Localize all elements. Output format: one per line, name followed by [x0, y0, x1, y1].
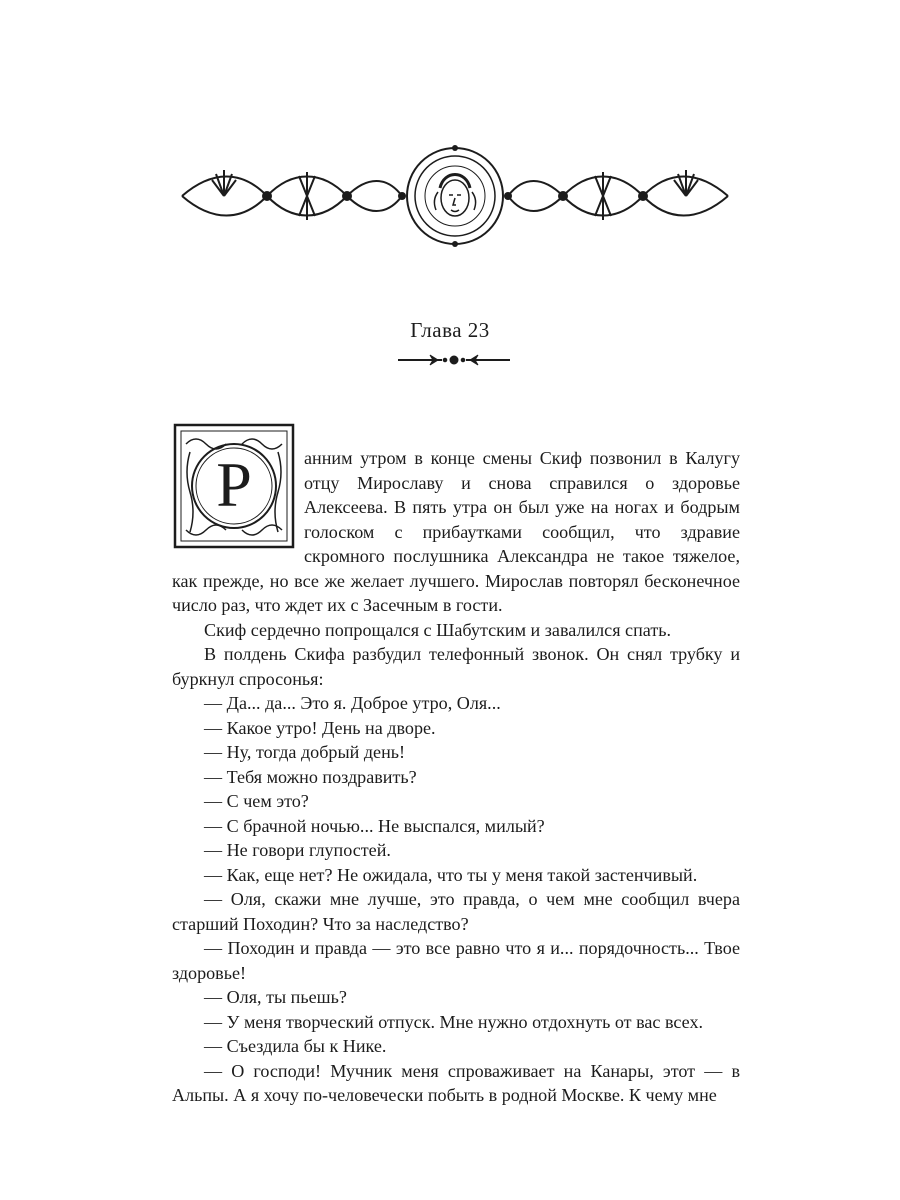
dialogue-line: — Ну, тогда добрый день!: [204, 742, 406, 762]
dialogue-line: — Какое утро! День на дворе.: [204, 717, 436, 738]
dialogue-line: — Как, еще нет? Не ожидала, что ты у меня такой застенчивый.: [204, 864, 698, 885]
dialogue-line: — У меня творческий отпуск. Мне нужно отдохнуть от вас всех.: [204, 1011, 704, 1032]
dialogue-line: — Походин и правда — это все равно что я и... порядочность... Твое здоровье!: [172, 938, 740, 983]
dialogue-line: — Да... да... Это я. Доброе утро, Оля...: [204, 693, 501, 713]
classical-head-medallion-icon: [434, 175, 475, 217]
ornamental-header: [172, 140, 738, 252]
dialogue-line: — С брачной ночью... Не выспался, милый?: [204, 815, 545, 836]
paragraph: Скиф сердечно попрощался с Шабутским и завалился спать.: [204, 619, 672, 640]
fleuron-rule-icon: [398, 352, 510, 368]
dialogue-line: — Тебя можно поздравить?: [204, 766, 417, 787]
dialogue-line: — Съездила бы к Нике.: [204, 1036, 387, 1056]
dialogue-line: — С чем это?: [204, 791, 309, 811]
chapter-title: Глава 23: [410, 318, 490, 342]
drop-cap: [172, 422, 296, 550]
dialogue-line: — Оля, ты пьешь?: [204, 987, 347, 1007]
dialogue-line: — Не говори глупостей.: [204, 840, 391, 860]
paragraph: анним утром в конце смены Скиф позвонил в Калугу отцу Мирославу и снова справился о здоровье Алексеева. В пять утра он был уже на ногах и бодрым голоском с прибаутками сообщил, что здравие скромного послушника Александра не такое тяжелое, как прежде, но все же желает лучшего. Мирослав повторял бесконечное число раз, что ждет их с Засечным в гости.: [172, 448, 740, 615]
dialogue-line: — О господи! Мучник меня спроваживает на Канары, этот — в Альпы. А я хочу по-человечески побыть в родной Москве. К чему мне: [172, 1060, 740, 1105]
paragraph: В полдень Скифа разбудил телефонный звонок. Он снял трубку и буркнул спросонья:: [172, 644, 740, 689]
chapter-body: [172, 446, 740, 1108]
drop-cap-letter: Р: [216, 449, 252, 520]
dialogue-line: — Оля, скажи мне лучше, это правда, о чем мне сообщил вчера старший Походин? Что за наследство?: [172, 889, 740, 934]
